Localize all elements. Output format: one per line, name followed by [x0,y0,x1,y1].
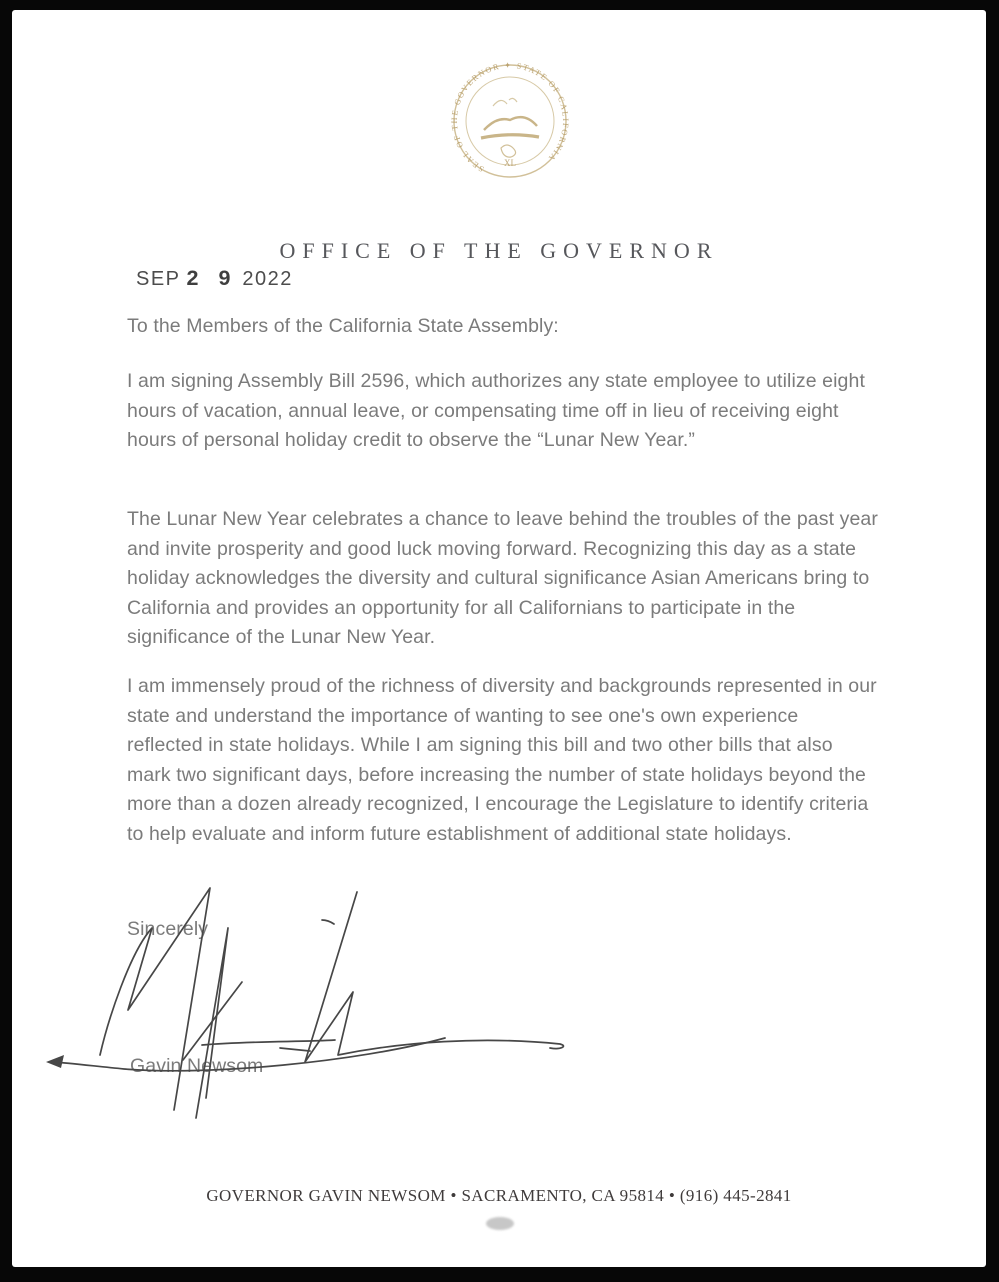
footer-address-line: GOVERNOR GAVIN NEWSOM • SACRAMENTO, CA 95814 • (916) 445-2841 [206,1186,792,1205]
date-stamp [136,266,293,291]
governor-seal-icon [449,58,571,184]
paragraph-3: I am immensely proud of the richness of diversity and backgrounds represented in our state and understand the importance of wanting to see one's own experience reflected in state holidays. While I am signing this bill and two other bills that also mark two significant days, before increasing the number of state holidays beyond the more than a dozen already recognized, I encourage the Legislature to identify criteria to help evaluate and inform future establishment of additional state holidays. [127,675,877,845]
signer-name: Gavin Newsom [130,1055,264,1077]
seal-bottom-mark: XL [504,158,516,168]
salutation: To the Members of the California State Assembly: [127,315,559,337]
date-month: SEP [136,268,181,290]
signature-handwriting [12,870,612,1150]
arrowhead [46,1055,64,1068]
office-heading: OFFICE OF THE GOVERNOR [279,238,719,263]
date-year: 2022 [242,268,293,290]
date-day: 2 9 [186,266,238,290]
printer-union-bug-icon [486,1217,514,1230]
letter-page [12,10,986,1267]
paragraph-2: The Lunar New Year celebrates a chance to leave behind the troubles of the past year and invite prosperity and good luck moving forward. Recognizing this day as a state holiday acknowledges the diversity and cultural significance Asian Americans bring to California and provides an opportunity for all Californians to participate in the significance of the Lunar New Year. [127,508,878,648]
paragraph-1: I am signing Assembly Bill 2596, which authorizes any state employee to utilize eight hours of vacation, annual leave, or compensating time off in lieu of receiving eight hours of personal holiday credit to observe the “Lunar New Year.” [127,370,865,451]
seal-ring-text: SEAL OF THE GOVERNOR ✦ STATE OF CALIFORNIA [449,60,571,174]
closing-sincerely: Sincerely [127,918,209,940]
